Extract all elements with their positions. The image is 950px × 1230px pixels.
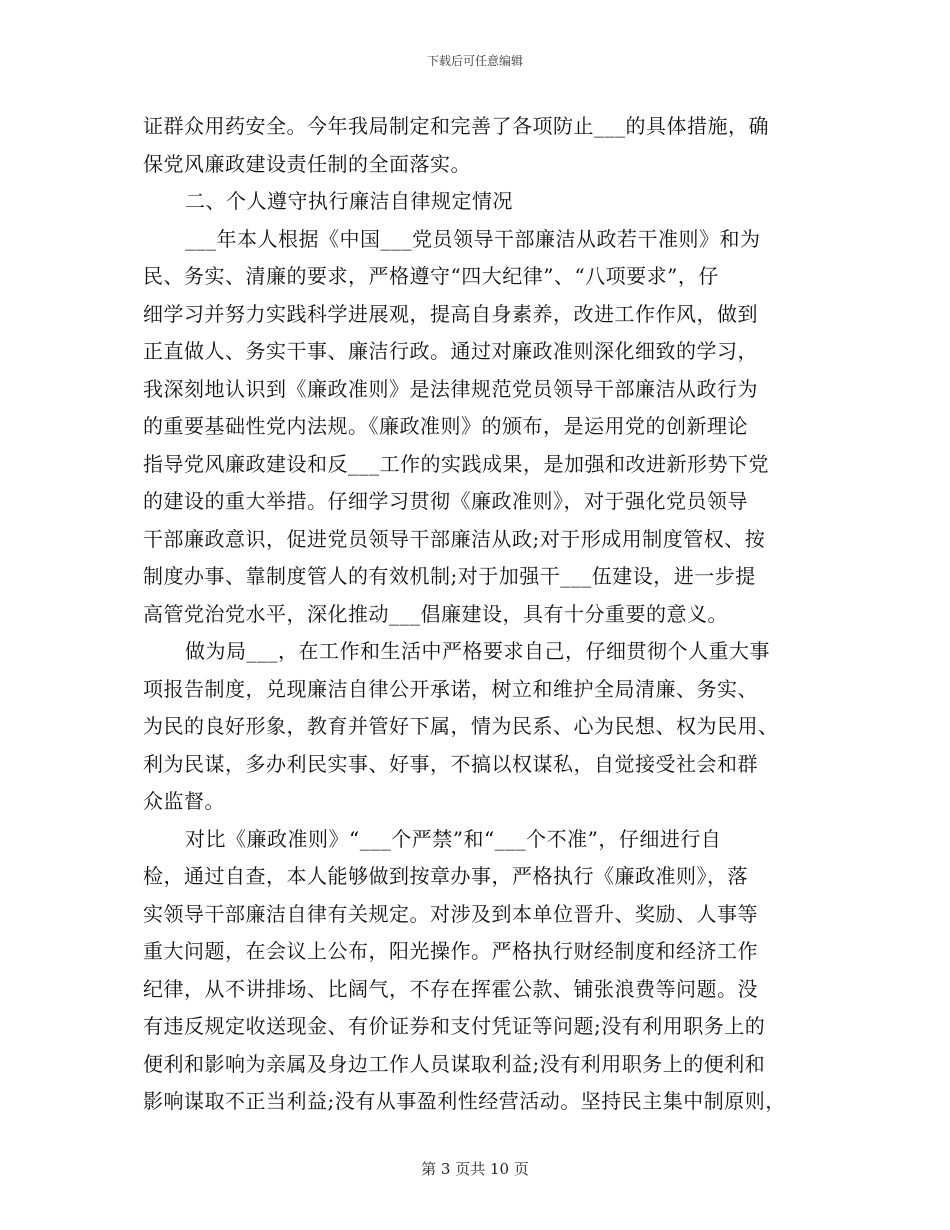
text-line: 有违反规定收送现金、有价证券和支付凭证等问题;没有利用职务上的 xyxy=(143,1014,766,1038)
page-number-footer: 第 3 页共 10 页 xyxy=(421,1160,529,1178)
paragraph-first-line: ___年本人根据《中国___党员领导干部廉洁从政若干准则》和为 xyxy=(185,226,761,251)
text-line: 的重要基础性党内法规。《廉政准则》的颁布，是运用党的创新理论 xyxy=(143,414,748,438)
text-line: 实领导干部廉洁自律有关规定。对涉及到本单位晋升、奖励、人事等 xyxy=(143,901,758,926)
text-line: 民、务实、清廉的要求，严格遵守“四大纪律”、“八项要求”，仔 xyxy=(143,264,719,288)
text-line: 项报告制度，兑现廉洁自律公开承诺，树立和维护全局清廉、务实、 xyxy=(143,676,758,701)
text-line: 为民的良好形象，教育并管好下属，情为民系、心为民想、权为民用、 xyxy=(143,714,779,738)
text-line: 干部廉政意识，促进党员领导干部廉洁从政;对于形成用制度管权、按 xyxy=(143,526,766,551)
text-line: 细学习并努力实践科学进展观，提高自身素养，改进工作作风，做到 xyxy=(143,301,758,326)
text-line: 正直做人、务实干事、廉洁行政。通过对廉政准则深化细致的学习， xyxy=(143,339,758,363)
text-line: 的建设的重大举措。仔细学习贯彻《廉政准则》，对于强化党员领导 xyxy=(143,489,748,513)
text-line: 指导党风廉政建设和反___工作的实践成果，是加强和改进新形势下党 xyxy=(143,451,769,476)
document-body xyxy=(143,108,823,1121)
text-line: 影响谋取不正当利益;没有从事盈利性经营活动。坚持民主集中制原则， xyxy=(143,1089,786,1113)
text-line: 制度办事、靠制度管人的有效机制;对于加强干___伍建设，进一步提 xyxy=(143,564,756,588)
text-line: 便利和影响为亲属及身边工作人员谋取利益;没有利用职务上的便利和 xyxy=(143,1051,766,1076)
text-line: 纪律，从不讲排场、比阔气，不存在挥霍公款、铺张浪费等问题。没 xyxy=(143,976,758,1001)
text-line: 我深刻地认识到《廉政准则》是法律规范党员领导干部廉洁从政行为 xyxy=(143,376,758,401)
text-line: 众监督。 xyxy=(143,789,225,813)
text-line: 重大问题，在会议上公布，阳光操作。严格执行财经制度和经济工作 xyxy=(143,939,758,963)
text-line: 利为民谋，多办利民实事、好事，不搞以权谋私，自觉接受社会和群 xyxy=(143,751,758,776)
text-line: 检，通过自查，本人能够做到按章办事，严格执行《廉政准则》，落 xyxy=(143,864,748,888)
text-line: 高管党治党水平，深化推动___倡廉建设，具有十分重要的意义。 xyxy=(143,601,728,626)
page-header: 下载后可任意编辑 xyxy=(426,54,523,68)
text-line: 保党风廉政建设责任制的全面落实。 xyxy=(143,151,471,176)
section-heading: 二、个人遵守执行廉洁自律规定情况 xyxy=(185,189,513,213)
paragraph-first-line: 对比《廉政准则》“___个严禁”和“___个不准”，仔细进行自 xyxy=(185,826,722,851)
paragraph-first-line: 做为局___，在工作和生活中严格要求自己，仔细贯彻个人重大事 xyxy=(185,639,770,663)
text-line: 证群众用药安全。今年我局制定和完善了各项防止___的具体措施，确 xyxy=(143,114,769,138)
